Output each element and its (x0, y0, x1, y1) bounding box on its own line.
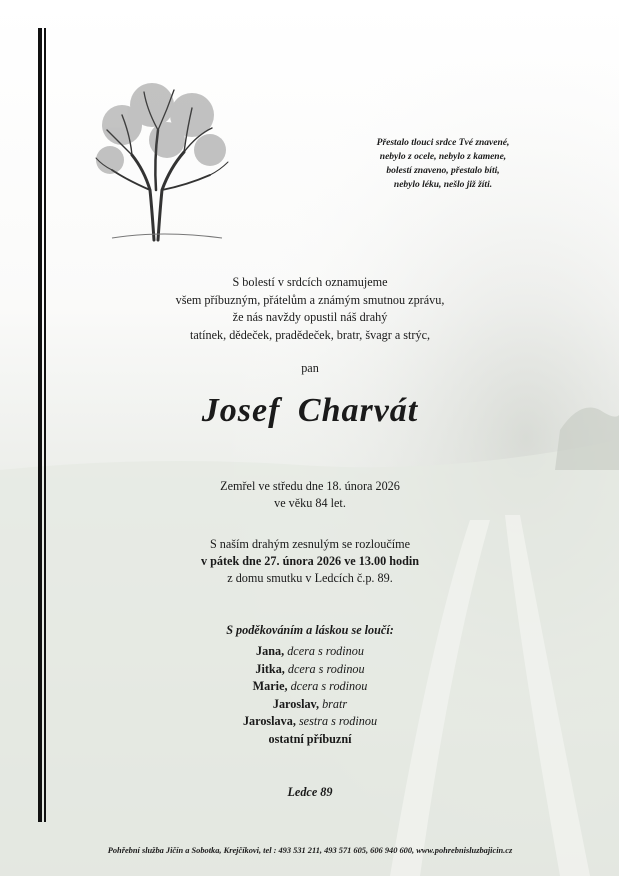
poem-verse (345, 136, 541, 192)
poem-line: bolestí znaveno, přestalo bíti, (386, 166, 500, 176)
mourner-item: Jaroslav, bratr (272, 696, 348, 711)
death-age: ve věku 84 let. (274, 496, 346, 510)
intro-line: že nás navždy opustil náš drahý (232, 310, 388, 324)
death-date: Zemřel ve středu dne 18. února 2026 (220, 479, 400, 493)
mourner-item: Marie, dcera s rodinou (252, 679, 368, 694)
thanks-heading: S poděkováním a láskou se loučí: (226, 623, 394, 637)
farewell-datetime: v pátek dne 27. února 2026 ve 13.00 hodin (200, 554, 420, 568)
left-border-rule-thin (44, 28, 46, 822)
poem-line: nebylo z ocele, nebylo z kamene, (379, 152, 507, 162)
intro-line: tatínek, dědeček, pradědeček, bratr, švagr a strýc, (189, 327, 431, 342)
left-border-rule-thick (38, 28, 42, 822)
announcement-intro (130, 274, 490, 344)
intro-line: všem příbuzným, přátelům a známým smutnou zprávu, (175, 292, 445, 307)
intro-line: S bolestí v srdcích oznamujeme (232, 275, 388, 289)
farewell-info (140, 536, 480, 587)
mourner-item: Jaroslava, sestra s rodinou (242, 714, 378, 729)
deceased-name: Josef Charvát (201, 392, 419, 429)
farewell-line: S naším drahým zesnulým se rozloučíme (209, 537, 411, 551)
mourners-list (160, 643, 460, 749)
funeral-service-footer: Pohřební služba Jičín a Sobotka, Krejčíkovi, tel : 493 531 211, 493 571 605, 606 940 600, www.pohrebnisluzbajicin.cz (107, 846, 513, 855)
address-signature: Ledce 89 (287, 785, 333, 799)
poem-line: Přestalo tlouci srdce Tvé znavené, (376, 138, 510, 148)
death-info (160, 478, 460, 512)
mourner-item: ostatní příbuzní (268, 731, 352, 746)
farewell-location: z domu smutku v Ledcích č.p. 89. (227, 571, 393, 585)
poem-line: nebylo léku, nešlo již žíti. (393, 180, 493, 190)
honorific: pan (301, 361, 319, 375)
oak-tree-icon (92, 80, 232, 245)
mourner-item: Jitka, dcera s rodinou (255, 661, 365, 676)
mourner-item: Jana, dcera s rodinou (256, 644, 364, 658)
